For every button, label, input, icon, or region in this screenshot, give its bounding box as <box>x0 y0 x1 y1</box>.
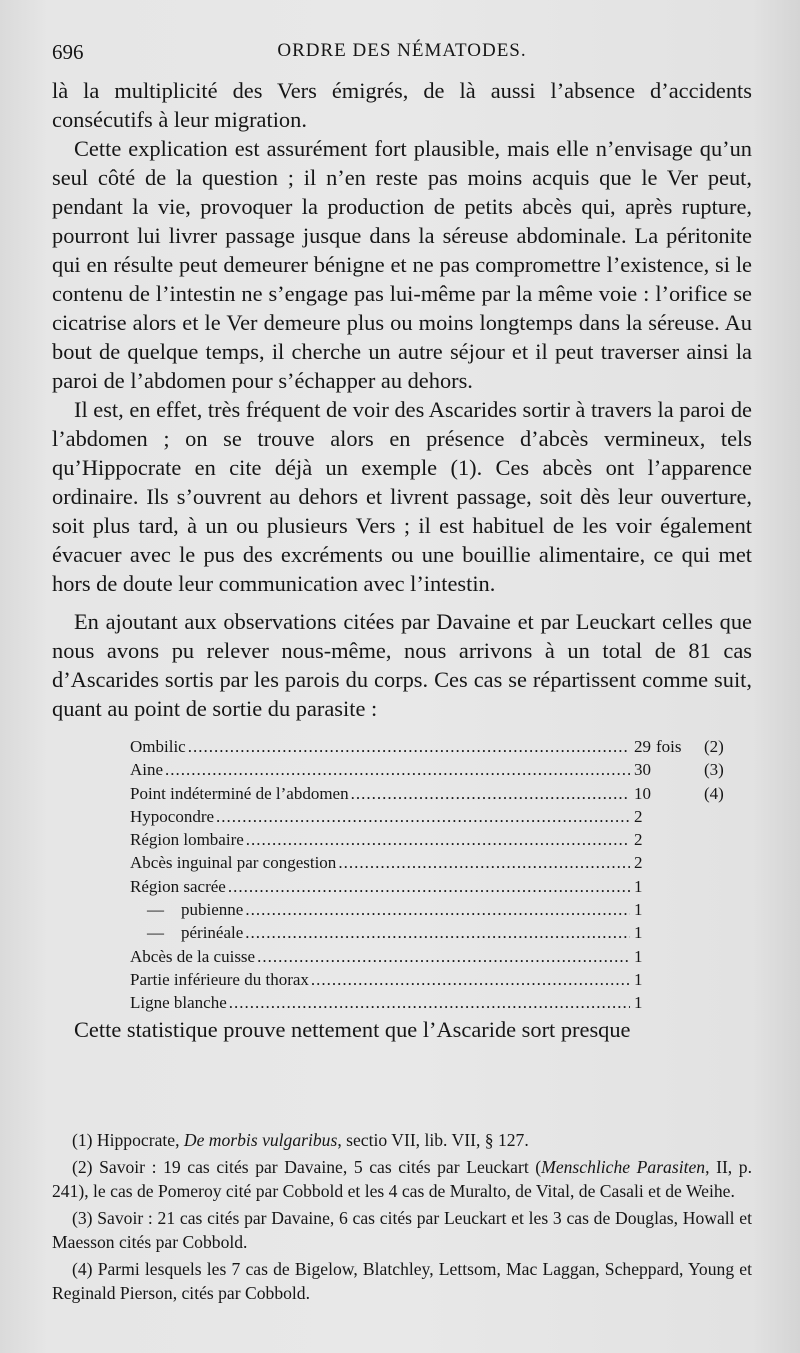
row-label: Région lombaire <box>130 830 244 850</box>
row-label: Partie inférieure du thorax <box>130 969 309 989</box>
dot-leader <box>229 991 630 1014</box>
footnote-4: (4) Parmi lesquels les 7 cas de Bigelow, Blatchley, Lettsom, Mac Laggan, Scheppard, Young et Reginald Pierson, cités par Cobbold. <box>52 1259 752 1303</box>
dot-leader <box>216 805 630 828</box>
table-row <box>130 921 730 944</box>
footnote-3: (3) Savoir : 21 cas cités par Davaine, 6 cas cités par Leuckart et les 3 cas de Douglas, Howall et Maesson cités par Cobbold. <box>52 1208 752 1252</box>
row-label: — pubienne <box>130 900 244 920</box>
footnote-text: (2) Savoir : 19 cas cités par Davaine, 5 cas cités par Leuckart ( <box>72 1157 542 1177</box>
row-count: 1 <box>634 900 643 920</box>
closing-line: Cette statistique prouve nettement que l’Ascaride sort presque <box>74 1016 631 1042</box>
table-row <box>130 898 730 921</box>
paragraph: En ajoutant aux observations citées par Davaine et par Leuckart celles que nous avons pu relever nous-même, nous arrivons à un total de 81 cas d’Ascarides sortis par les parois du corps. Ces cas se répartissent comme suit, quant au point de sortie du parasite : <box>52 609 752 721</box>
footnote-title: Menschliche Parasiten <box>541 1157 706 1177</box>
row-count: 29 <box>634 737 651 756</box>
footnote-1 <box>52 1128 752 1152</box>
paragraph: là la multiplicité des Vers émigrés, de là aussi l’absence d’accidents consécutifs à leur migration. <box>52 78 752 132</box>
dot-leader <box>311 968 630 991</box>
row-label: Abcès de la cuisse <box>130 946 256 966</box>
dot-leader <box>351 782 630 805</box>
row-count: 2 <box>634 830 643 850</box>
row-count: 1 <box>634 969 643 989</box>
dot-leader <box>257 945 630 968</box>
row-label: Abcès inguinal par congestion <box>130 853 337 873</box>
dot-leader <box>188 735 630 758</box>
row-label: — périnéale <box>130 923 244 943</box>
row-label: Aine <box>130 760 164 780</box>
row-count: 30 <box>634 760 651 780</box>
row-footnote-ref: (2) <box>704 737 724 756</box>
paragraph: Cette explication est assurément fort plausible, mais elle n’envisage qu’un seul côté de la question ; il n’en reste pas moins acquis que le Ver peut, pendant la vie, provoquer la production de petits abcès qui, après rupture, pourront lui livrer passage jusque dans la séreuse abdominale. La péritonite qui en résulte peut demeurer bénigne et ne pas compromettre l’existence, si le contenu de l’intestin ne s’engage pas lui-même par la même voie : l’orifice se cicatrise alors et le Ver demeure plus ou moins longtemps dans la séreuse. Au bout de quelque temps, il cherche un autre séjour et il peut traverser ainsi la paroi de l’abdomen pour s’échapper au dehors. <box>52 136 752 393</box>
row-count: 1 <box>634 923 643 943</box>
footnote-title: De morbis vulgaribus <box>183 1130 338 1150</box>
footnote-text: , sectio VII, lib. VII, § 127. <box>337 1130 529 1150</box>
table-row <box>130 805 730 828</box>
dot-leader <box>245 921 630 944</box>
table-row <box>130 758 730 781</box>
row-count: 1 <box>634 993 643 1013</box>
table-row <box>130 782 730 805</box>
footnotes <box>52 1128 752 1305</box>
table-row <box>130 968 730 991</box>
row-count: 10 <box>634 783 651 803</box>
row-unit: fois <box>656 737 682 756</box>
row-label: Point indéterminé de l’abdomen <box>130 783 349 803</box>
dot-leader <box>245 898 630 921</box>
table-row <box>130 828 730 851</box>
dot-leader <box>338 851 630 874</box>
page-header <box>52 40 752 74</box>
row-count: 2 <box>634 853 643 873</box>
row-footnote-ref: (4) <box>704 783 724 803</box>
dot-leader <box>165 758 630 781</box>
paragraph: Il est, en effet, très fréquent de voir des Ascarides sortir à travers la paroi de l’abdomen ; on se trouve alors en présence d’abcès vermineux, tels qu’Hippocrate en cite déjà un exemple (1). Ces abcès ont l’apparence ordinaire. Ils s’ouvrent au dehors et livrent passage, soit dès leur ouverture, soit plus tard, à un ou plusieurs Vers ; il est habituel de les voir également évacuer avec le pus des excréments ou une bouillie alimentaire, ce qui met hors de doute leur communication avec l’intestin. <box>52 397 752 596</box>
table-row <box>130 991 730 1014</box>
exit-point-table <box>130 735 730 1015</box>
row-label: Hypocondre <box>130 806 215 826</box>
row-footnote-ref: (3) <box>704 760 724 780</box>
page-number: 696 <box>52 40 84 64</box>
table-row <box>130 735 730 758</box>
table-row <box>130 945 730 968</box>
main-text <box>52 76 752 1044</box>
row-count: 1 <box>634 876 643 896</box>
running-title: ORDRE DES NÉMATODES. <box>277 40 527 61</box>
row-count: 1 <box>634 946 643 966</box>
table-row <box>130 851 730 874</box>
row-count: 2 <box>634 806 643 826</box>
table-row <box>130 875 730 898</box>
footnote-text: (1) Hippocrate, <box>72 1130 184 1150</box>
footnote-2 <box>52 1155 752 1203</box>
row-label: Ligne blanche <box>130 993 227 1013</box>
dot-leader <box>228 875 630 898</box>
row-label: Région sacrée <box>130 876 226 896</box>
footnote-text: , II, p. 241), le cas de Pomeroy cité par Cobbold et les 4 cas de Muralto, de Vital, de Casali et de Weihe. <box>52 1157 752 1201</box>
row-label: Ombilic <box>130 737 186 756</box>
dot-leader <box>246 828 630 851</box>
